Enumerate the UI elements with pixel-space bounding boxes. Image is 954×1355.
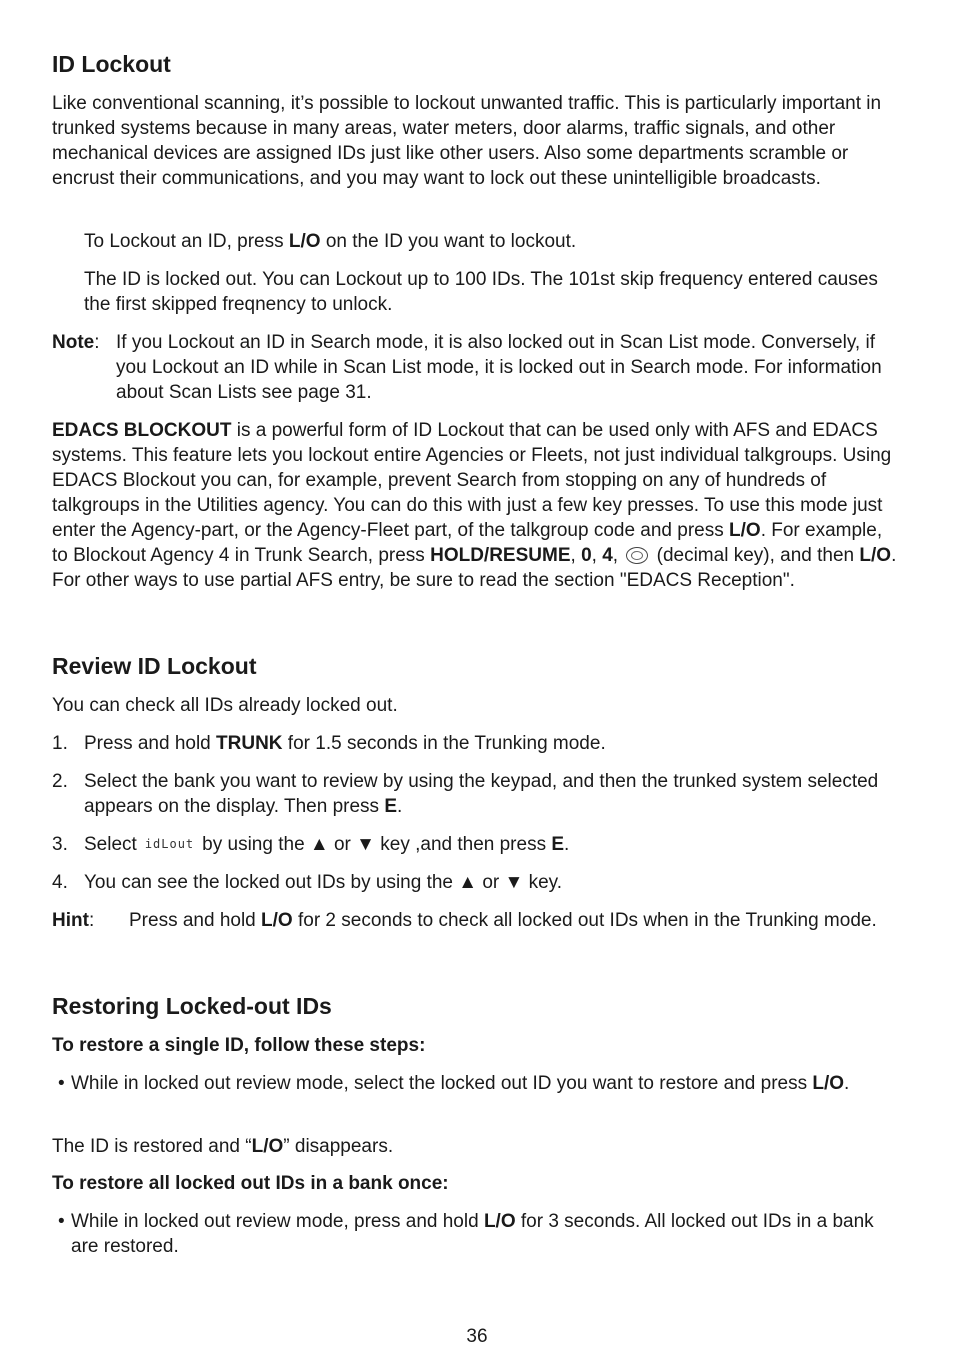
restore-all-subheading: To restore all locked out IDs in a bank once: [52,1173,449,1194]
page-number: 36 [466,1326,488,1347]
section-title-review-id-lockout: Review ID Lockout [52,653,257,679]
edacs-blockout-paragraph: EDACS BLOCKOUT is a powerful form of ID Lockout that can be used only with AFS and EDACS systems. This feature lets you lockout entire Agencies or Fleets, not just individual talkgroups. Using EDACS Blockout you can, for example, prevent Search from stopping on any of hundreds of talkgroups in the Utilities agency. You can do this with just a few key presses. To use this mode just enter the Agency-part, or the Agency-Fleet part, of the talkgroup code and press L/O. For example, to Blockout Agency 4 in Trunk Search, press HOLD/RESUME, 0, 4, (decimal key), and then L/O. For other ways to use partial AFS entry, be sure to read the section "EDACS Reception". [52,420,897,591]
step-3: Select idLout by using the ▲ or ▼ key ,and then press E. [84,834,570,855]
restore-single-step: While in locked out review mode, select the locked out ID you want to restore and press L/O. [71,1073,850,1094]
restored-text: The ID is restored and “L/O” disappears. [52,1136,394,1157]
lockout-step-b: The ID is locked out. You can Lockout up to 100 IDs. The 101st skip frequency entered causes the first skipped freqnency to unlock. [84,269,878,315]
id-lockout-intro: Like conventional scanning, it’s possible to lockout unwanted traffic. This is particularly important in trunked systems because in many areas, water meters, door alarms, traffic signals, and other mechanical devices are assigned IDs just like other users. Also some departments scramble or encrust their communications, and you may want to lock out these unintelligible broadcasts. [52,93,882,189]
hint-label: Hint: [52,910,95,931]
bullet-1: • [58,1073,65,1094]
step-3-number: 3. [52,834,68,855]
restore-all-step: While in locked out review mode, press and hold L/O for 3 seconds. All locked out IDs in a bank are restored. [71,1211,874,1257]
restore-single-subheading: To restore a single ID, follow these steps: [52,1035,426,1056]
hint-text: Press and hold L/O for 2 seconds to check all locked out IDs when in the Trunking mode. [129,910,877,931]
step-1: Press and hold TRUNK for 1.5 seconds in the Trunking mode. [84,733,606,754]
review-intro: You can check all IDs already locked out. [52,695,398,716]
step-4-number: 4. [52,872,68,893]
lockout-step-a: To Lockout an ID, press L/O on the ID you want to lockout. [84,231,577,252]
decimal-key-icon [626,547,648,564]
note-label: Note: [52,332,100,353]
section-title-restoring: Restoring Locked-out IDs [52,993,332,1019]
section-title-id-lockout: ID Lockout [52,51,171,77]
step-2-number: 2. [52,771,68,792]
step-1-number: 1. [52,733,68,754]
step-2: Select the bank you want to review by using the keypad, and then the trunked system selected appears on the display. Then press E. [84,771,879,817]
step-4: You can see the locked out IDs by using the ▲ or ▼ key. [84,872,563,893]
note-text: If you Lockout an ID in Search mode, it is also locked out in Scan List mode. Conversely, if you Lockout an ID while in Scan List mode, it is locked out in Search mode. For information about Scan Lists see page 31. [116,332,882,403]
lcd-idlout-display: idLout [144,837,195,851]
bullet-2: • [58,1211,65,1232]
